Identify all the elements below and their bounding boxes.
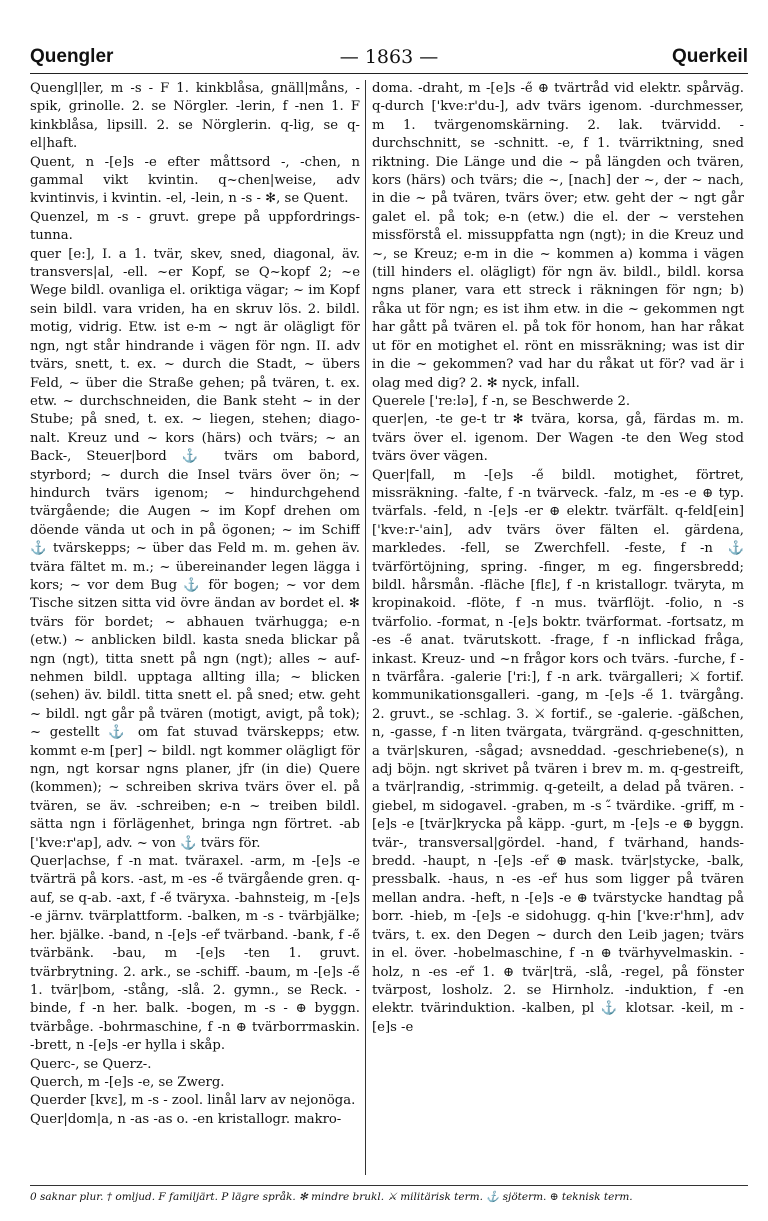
dictionary-entry: Querc-, se Querz-.	[30, 1056, 152, 1072]
dictionary-entry: Querele ['re:lə], f -n, se Beschwerde 2.	[372, 393, 631, 409]
column-divider	[365, 80, 366, 1175]
left-running-headword: Quengler	[30, 46, 114, 67]
dictionary-entry: quer [e:], I. a 1. tvär, skev, sned, diagonal, äv. transvers|al, -ell. ~er Kopf, se Q~kopf 2; ~e Wege bildl. ovanliga el. oriktiga vägar; ~ im Kopf sein bildl. vara vriden, ha en skruv lös. 2. bildl. motig, vidrig. Etw. ist e-m ~ ngt är olägligt för ngn, ngt står hindrande i vägen för ngn. II. adv tvärs, snett, t. ex. ~ durch die Stadt, ~ übers Feld, ~ über die Straße gehen; på tvären, t. ex. etw. ~ durchschneiden, die Bank steht ~ in der Stube; på sned, t. ex. ~ liegen, stehen; diagonalt. Kreuz und ~ kors (härs) och tvärs; ~ an Back-, Steuer|bord ⚓ tvärs om babord, styrbord; ~ durch die Insel tvärs över ön; ~ hindurch tvärs igenom; ~ hindurchgehend tvärgående; die Augen ~ im Kopf drehen om döende vända ut och in på ögonen; ~ im Schiff ⚓ tvärskepps; ~ über das Feld m. m. gehen äv. tvära fältet m. m.; ~ übereinander legen lägga i kors; ~ vor dem Bug ⚓ för bogen; ~ vor dem Tische sitzen sitta vid övre ändan av bordet el. ✻ tvärs för bordet; ~ abhauen tvärhugga; e-n (etw.) ~ anblicken bildl. kasta sneda blickar på ngn (ngt), titta snett på ngn (ngt); alles ~ aufnehmen bildl. upptaga allting illa; ~ blicken (sehen) äv. bildl. titta snett el. på sned; etw. geht ~ bildl. ngt går på tvären (motigt, avigt, på tok); ~ gestellt ⚓ om fat stuvad tvärskepps; etw. kommt e-m [per] ~ bildl. ngt kommer olägligt för ngn, ngt korsar ngns planer, jfr (in die) Quere (kommen); ~ schreiben skriva tvärs över el. på tvären, se äv. -schreiben; e-n ~ treiben bildl. sätta ngn i förlägenhet, bringa ngn förtret. -ab ['kve:r'ap], adv. ~ von ⚓ tvärs för.	[30, 246, 360, 851]
footer-rule	[30, 1185, 748, 1186]
page-header	[30, 38, 748, 74]
dictionary-entry: Querder [kvɛ], m -s - zool. linål larv av nejonöga.	[30, 1093, 356, 1109]
dictionary-entry: Quengl|ler, m -s - F 1. kinkblåsa, gnäll|måns, -spik, grinolle. 2. se Nörgler. -lerin, f -nen 1. F kinkblåsa, lipsill. 2. se Nörglerin. q-lig, se q-el|haft.	[30, 81, 360, 152]
right-column	[372, 80, 744, 1175]
left-column	[30, 80, 360, 1175]
dictionary-entry: Quenzel, m -s - gruvt. grepe på uppfordrings-tunna.	[30, 209, 360, 244]
abbreviation-legend: 0 saknar plur. † omljud. F familjärt. P lägre språk. ✻ mindre brukl. ⚔ militärisk term. ⚓ sjöterm. ⊕ teknisk term.	[30, 1191, 633, 1203]
dictionary-entry: doma. -draht, m -[e]s -e̋ ⊕ tvärtråd vid elektr. spårväg. q-durch ['kve:r'du-], adv tvärs igenom. -durchmesser, m 1. tvärgenomskärning. 2. lak. tvärvidd. -durchschnitt, se -schnitt. -e, f 1. tvärriktning, sned riktning. Die Länge und die ~ på längden och tvären, kors (härs) och tvärs; die ~, [nach] der ~, der ~ nach, in die ~ på tvären, tvärs över; etw. geht der ~ ngt går galet el. på tok; e-n (etw.) die el. der ~ verstehen missförstå el. missuppfatta ngn (ngt); in die Kreuz und ~, se Kreuz; e-m in die ~ kommen a) komma i vägen (till hinders el. olägligt) för ngn äv. bildl., bildl. korsa ngns planer, vara ett streck i räkningen för ngn; b) råka ut för ngn; es ist ihm etw. in die ~ gekommen ngt har gått på tvären el. på tok för honom, han har råkat ut för en motighet el. rönt en missräkning; was ist dir in die ~ gekommen? vad har du råkat ut för? vad är i olag med dig? 2. ✻ nyck, infall.	[372, 81, 744, 391]
dictionary-entry: quer|en, -te ge-t tr ✻ tvära, korsa, gå, färdas m. m. tvärs över el. igenom. Der Wagen -te den Weg stod tvärs över vägen.	[372, 412, 744, 465]
header-rule	[30, 73, 748, 74]
dictionary-entry: Querch, m -[e]s -e, se Zwerg.	[30, 1074, 225, 1090]
dictionary-entry: Quer|achse, f -n mat. tväraxel. -arm, m -[e]s -e tvärträ på kors. -ast, m -es -e̋ tvärgående gren. q-auf, se q-ab. -axt, f -e̋ tväryxa. -bahnsteig, m -[e]s -e järnv. tvärplattform. -balken, m -s - tvärbjälke; her. bjälke. -band, n -[e]s -er̋ tvärband. -bank, f -e̋ tvärbänk. -bau, m -[e]s -ten 1. gruvt. tvärbrytning. 2. ark., se -schiff. -baum, m -[e]s -e̋ 1. tvär|bom, -stång, -slå. 2. gymn., se Reck. -binde, f -n her. balk. -bogen, m -s - ⊕ byggn. tvärbåge. -bohrmaschine, f -n ⊕ tvärborrmaskin. -brett, n -[e]s -er hylla i skåp.	[30, 854, 360, 1054]
dictionary-entry: Quer|dom|a, n -as -as o. -en kristallogr. makro-	[30, 1111, 342, 1127]
dictionary-entry: Quent, n -[e]s -e efter måttsord -, -chen, n gammal vikt kvintin. q~chen|weise, adv kvintinvis, i kvintin. -el, -lein, n -s - ✻, se Quent.	[30, 154, 360, 207]
right-running-headword: Querkeil	[671, 46, 748, 67]
dictionary-entry: Quer|fall, m -[e]s -e̋ bildl. motighet, förtret, missräkning. -falte, f -n tvärveck. -falz, m -es -e ⊕ typ. tvärfals. -feld, n -[e]s -er ⊕ elektr. tvärfält. q-feld[ein] ['kve:r-'ain], adv tvärs över fälten el. gärdena, markledes. -fell, se Zwerchfell. -feste, f -n ⚓ tvärförtöjning, spring. -finger, m eg. fingersbredd; bildl. hårsmån. -fläche [flɛ], f -n kristallogr. tväryta, m kropinakoid. -flöte, f -n mus. tvärflöjt. -folio, n -s tvärfolio. -format, n -[e]s boktr. tvärformat. -fortsatz, m -es -e̋ anat. tvärutskott. -frage, f -n inflickad fråga, inkast. Kreuz- und ~n frågor kors och tvärs. -furche, f -n tvärfåra. -galerie ['ri:], f -n ark. tvärgalleri; ⚔ fortif. kommunikationsgalleri. -gang, m -[e]s -e̋ 1. tvärgång. 2. gruvt., se -schlag. 3. ⚔ fortif., se -galerie. -gäßchen, n, -gasse, f -n liten tvärgata, tvärgränd. q-geschnitten, a tvär|skuren, -sågad; avsneddad. -geschriebene(s), n adj böjn. ngt skrivet på tvären i brev m. m. q-gestreift, a tvär|randig, -strimmig. q-geteilt, a delad på tvären. -giebel, m sidogavel. -graben, m -s -̋ tvärdike. -griff, m -[e]s -e [tvär]krycka på käpp. -gurt, m -[e]s -e ⊕ byggn. tvär-, transversal|gördel. -hand, f tvärhand, handsbredd. -haupt, n -[e]s -er̋ ⊕ mask. tvär|stycke, -balk, pressbalk. -haus, n -es -er̋ hus som ligger på tvären mellan andra. -heft, n -[e]s -e ⊕ tvärstycke handtag på borr. -hieb, m -[e]s -e sidohugg. q-hin ['kve:r'hɪn], adv tvärs, t. ex. den Degen ~ durch den Leib jagen; tvärs in el. över. -hobelmaschine, f -n ⊕ tvärhyvelmaskin. -holz, n -es -er̋ 1. ⊕ tvär|trä, -slå, -regel, på fönster tvärpost, losholz. 2. se Hirnholz. -induktion, f -en elektr. tvärinduktion. -kalben, pl ⚓ klotsar. -keil, m -[e]s -e	[372, 467, 744, 1035]
page-number: — 1863 —	[339, 46, 439, 68]
